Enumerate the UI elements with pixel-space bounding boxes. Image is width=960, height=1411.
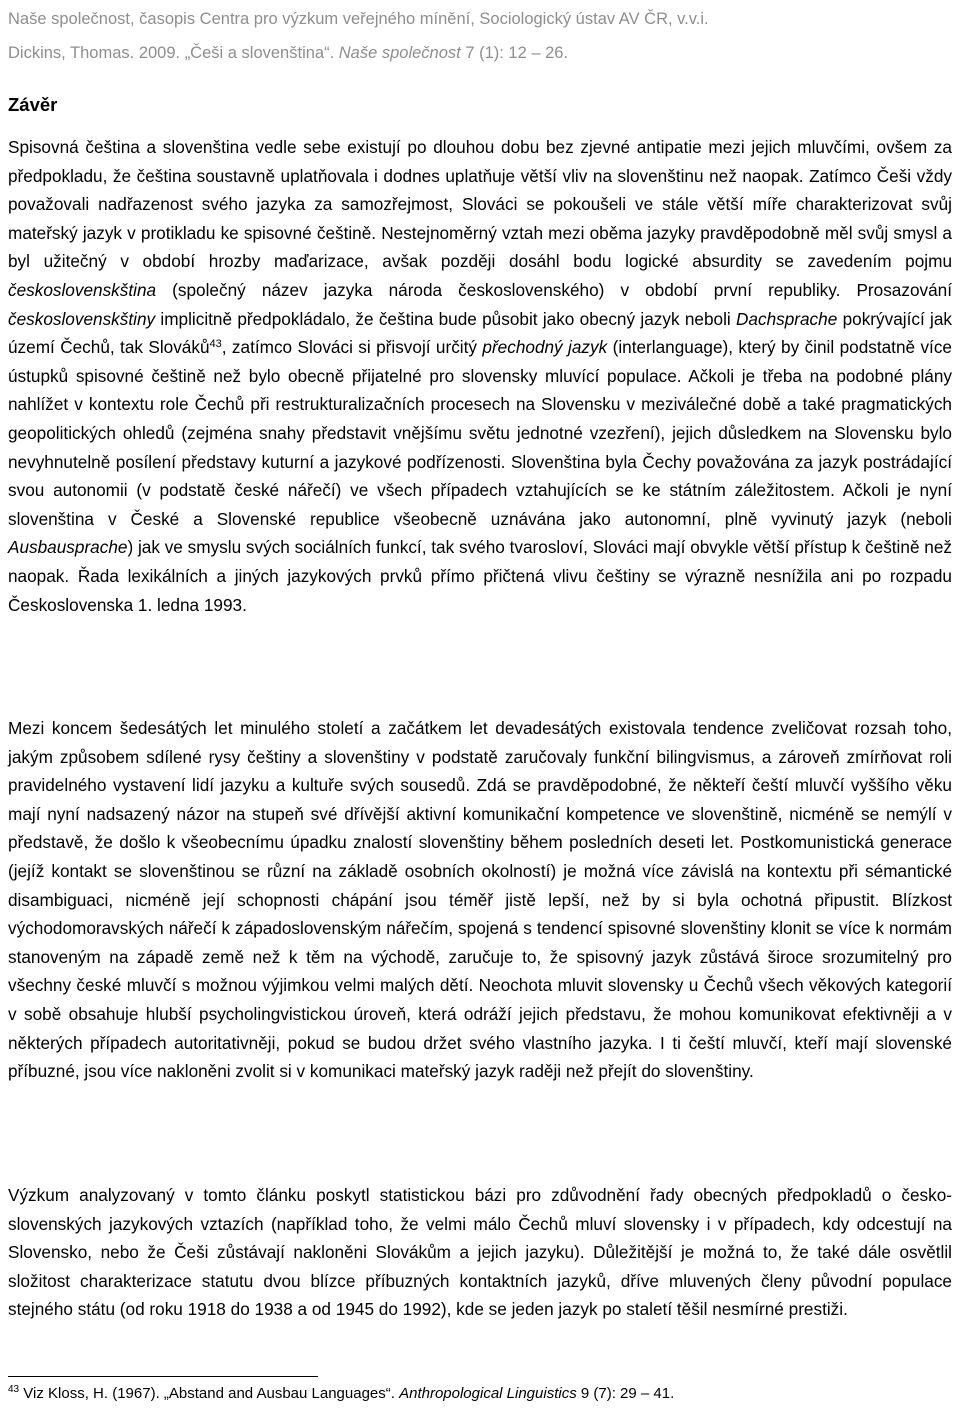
footnote-text-suffix: 9 (7): 29 – 41. — [576, 1385, 675, 1402]
term-ceskoslovenstiny: československštiny — [8, 308, 156, 329]
paragraph-1-text-e: , zatímco Slováci si přisvojí určitý — [221, 337, 483, 358]
paragraph-2: Mezi koncem šedesátých let minulého století a začátkem let devadesátých existovala tendence zveličovat rozsah toho, jakým způsobem sdílené rysy češtiny a slovenštiny v podstatě zaručovaly funkční bilingvismus, a zároveň zmírňovat roli pravidelného vystavení lidí jazyku a kultuře svých sousedů. Zdá se pravděpodobné, že někteří čeští mluvčí vyššího věku mají nyní nadsazený názor na stupeň své dřívější aktivní komunikační kompetence ve slovenštině, nicméně se nemýlí v představě, že došlo k všeobecnímu úpadku znalostí slovenštiny během posledních deseti let. Postkomunistická generace (jejíž kontakt se slovenštinou se různí na základě osobních okolností) je možná více závislá na kontextu při sémantické disambiguaci, nicméně její schopnosti chápání jsou téměř jistě lepší, než by si byla ochotná připustit. Blízkost východomoravských nářečí k západoslovenským nářečím, spojená s tendencí spisovné slovenštiny klonit se více k normám stanoveným na západě země než k těm na východě, zaručuje to, že spisovný jazyk zůstává široce srozumitelný pro všechny české mluvčí s možnou výjimkou velmi malých dětí. Neochota mluvit slovensky u Čechů všech věkových kategorií v sobě obsahuje hlubší psycholingvistickou úroveň, která odráží jejich představu, že mohou komunikovat efektivněji a v některých případech autoritativněji, pokud se budou držet svého vlastního jazyka. I ti čeští mluvčí, kteří mají slovenské příbuzné, jsou více nakloněni zvolit si v komunikaci mateřský jazyk raději než přejít do slovenštiny. — [8, 718, 952, 1082]
paragraph-1-text-g: ) jak ve smyslu svých sociálních funkcí, tak svého tvarosloví, Slováci mají obvykle větší přístup k češtině než naopak. Řada lexikálních a jiných jazykových prvků přímo přičtená vlivu češtiny se výrazně nesnížila ani po rozpadu Československa 1. ledna 1993. — [8, 537, 952, 615]
paragraph-1-text-d: pokrývající jak území Čechů, tak Slováků — [8, 308, 952, 358]
paragraph-3: Výzkum analyzovaný v tomto článku poskytl statistickou bázi pro zdůvodnění řady obecných předpokladů o česko-slovenských jazykových vztazích (například toho, že velmi málo Čechů mluví slovensky i v případech, kdy odcestují na Slovensko, nebo že Češi zůstávají nakloněni Slovákům a jejich jazyku). Důležitější je možná to, že také dále osvětlil složitost charakterizace statutu dvou blízce příbuzných kontaktních jazyků, dříve mluvených členy původní populace stejného státu (od roku 1918 do 1938 a od 1945 do 1992), kde se jeden jazyk po staletí těšil nesmírné prestiži. — [8, 1185, 952, 1320]
citation-prefix: Dickins, Thomas. 2009. „Češi a slovenština“. — [8, 44, 339, 62]
journal-header-line: Naše společnost, časopis Centra pro výzkum veřejného mínění, Sociologický ústav AV ČR, v.v.i. — [8, 10, 709, 28]
term-ceskoslovenstina: československština — [8, 279, 157, 300]
footnote-text-prefix: Viz Kloss, H. (1967). „Abstand and Ausbau Languages“. — [19, 1385, 400, 1402]
footnote — [8, 1382, 952, 1406]
footnote-reference[interactable]: 43 — [209, 338, 222, 351]
paragraph-1 — [8, 133, 952, 619]
paragraph-1-text-a: Spisovná čeština a slovenština vedle sebe existují po dlouhou dobu bez zjevné antipatie mezi jejich mluvčími, ovšem za předpokladu, že čeština soustavně uplatňovala i dodnes uplatňuje větší vliv na slovenštinu než naopak. Zatímco Češi vždy považovali nadřazenost svého jazyka za samozřejmost, Slováci se pokoušeli ve stále větší míře charakterizovat svůj mateřský jazyk v protikladu ke spisovné češtině. Nestejnoměrný vztah mezi oběma jazyky pravděpodobně měl svůj smysl a byl užitečný v období hrozby maďarizace, avšak později dosáhl bodu logické absurdity se zavedením pojmu — [8, 137, 952, 272]
footnote-journal: Anthropological Linguistics — [399, 1385, 577, 1402]
citation-header-line — [8, 36, 952, 70]
citation-suffix: 7 (1): 12 – 26. — [460, 44, 569, 62]
footnote-number: 43 — [8, 1384, 20, 1395]
section-title: Závěr — [8, 94, 58, 115]
term-ausbausprache: Ausbausprache — [8, 537, 128, 558]
paragraph-1-text-f: (interlanguage), který by činil podstatně více ústupků spisovné češtině než bylo obecně přijatelné pro slovensky mluvící populace. Ačkoli je třeba na podobné plány nahlížet v kontextu role Čechů při restrukturalizačních procesech na Slovensku v meziválečné době a také pragmatických geopolitických ohledů (zejména snahy představit vnějšímu světu jednotné vzezření), jejich důsledkem na Slovensku bylo nevyhnutelně posílení představy kuturní a jazykové podřízenosti. Slovenština byla Čechy považována za jazyk postrádající svou autonomii (v podstatě české nářečí) ve všech případech vztahujících se ke státním záležitostem. Ačkoli je nyní slovenština v České a Slovenské republice všeobecně uznávána jako autonomní, plně vyvinutý jazyk (neboli — [8, 337, 952, 529]
running-header — [8, 2, 952, 70]
footnote-divider — [8, 1376, 318, 1377]
paragraph-1-text-c: implicitně předpokládalo, že čeština bude působit jako obecný jazyk neboli — [155, 308, 736, 329]
citation-journal: Naše společnost — [338, 44, 461, 62]
term-dachsprache: Dachsprache — [736, 308, 838, 329]
paragraph-1-text-b: (společný název jazyka národa československého) v období první republiky. Prosazování — [156, 279, 952, 300]
term-prechodny-jazyk: přechodný jazyk — [482, 337, 608, 358]
